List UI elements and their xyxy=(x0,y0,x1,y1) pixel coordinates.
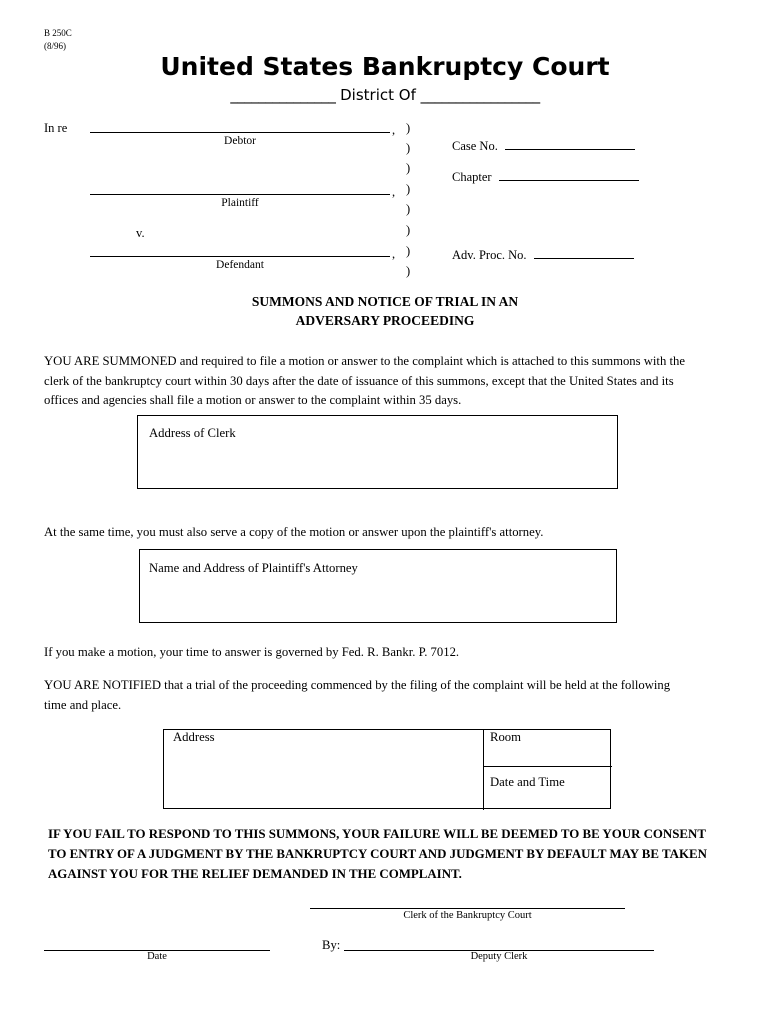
clerk-signature-line[interactable] xyxy=(310,908,625,909)
form-code xyxy=(44,27,72,53)
case-number-label: Case No. xyxy=(452,139,498,153)
caption-paren: ) xyxy=(406,161,411,175)
caption-paren: ) xyxy=(406,182,411,196)
table-vertical-divider xyxy=(483,730,484,810)
motion-rule-paragraph: If you make a motion, your time to answer is governed by Fed. R. Bankr. P. 7012. xyxy=(44,645,460,659)
debtor-comma: , xyxy=(392,123,396,137)
adv-proc-input[interactable] xyxy=(534,247,634,259)
defendant-label: Defendant xyxy=(216,259,264,271)
adv-proc-label: Adv. Proc. No. xyxy=(452,248,527,262)
deputy-clerk-caption: Deputy Clerk xyxy=(470,951,528,962)
same-time-paragraph: At the same time, you must also serve a copy of the motion or answer upon the plaintiff's attorney. xyxy=(44,525,544,539)
case-number-field[interactable] xyxy=(452,138,635,154)
debtor-name-line[interactable] xyxy=(90,132,390,133)
district-line xyxy=(0,86,770,104)
trial-location-table xyxy=(163,729,611,809)
attorney-address-label: Name and Address of Plaintiff's Attorney xyxy=(149,561,358,575)
caption-paren: ) xyxy=(406,141,411,155)
district-label: District Of xyxy=(340,86,416,104)
trial-datetime-label: Date and Time xyxy=(490,775,565,789)
clerk-signature-caption: Clerk of the Bankruptcy Court xyxy=(403,910,532,921)
defendant-name-line[interactable] xyxy=(90,256,390,257)
district-suffix-rule: _________________ xyxy=(420,86,540,104)
document-heading xyxy=(0,292,770,330)
in-re-label: In re xyxy=(44,121,68,135)
adv-proc-field[interactable] xyxy=(452,247,634,263)
form-revision: (8/96) xyxy=(44,41,66,51)
trial-room-label: Room xyxy=(490,730,522,744)
case-caption xyxy=(44,118,724,278)
failure-warning: IF YOU FAIL TO RESPOND TO THIS SUMMONS, YOUR FAILURE WILL BE DEEMED TO BE YOUR CONSENT TO ENTRY OF A JUDGMENT BY THE BANKRUPTCY COURT AND JUDGMENT BY DEFAULT MAY BE TAKEN AGAINST YOU FOR THE RELIEF DEMANDED IN THE COMPLAINT. xyxy=(48,827,707,881)
caption-paren: ) xyxy=(406,223,411,237)
chapter-label: Chapter xyxy=(452,170,492,184)
chapter-input[interactable] xyxy=(499,169,639,181)
chapter-field[interactable] xyxy=(452,169,639,185)
plaintiff-comma: , xyxy=(392,185,396,199)
clerk-address-label: Address of Clerk xyxy=(149,426,236,440)
caption-paren: ) xyxy=(406,121,411,135)
by-label: By: xyxy=(322,938,341,952)
date-caption: Date xyxy=(147,951,167,962)
case-number-input[interactable] xyxy=(505,138,635,150)
plaintiff-label: Plaintiff xyxy=(221,197,259,209)
defendant-comma: , xyxy=(392,247,396,261)
caption-paren: ) xyxy=(406,202,411,216)
plaintiff-name-line[interactable] xyxy=(90,194,390,195)
summoned-paragraph: YOU ARE SUMMONED and required to file a motion or answer to the complaint which is attached to this summons with the clerk of the bankruptcy court within 30 days after the date of issuance of this summons, except that the United States and its offices and agencies shall file a motion or answer to the complaint within 35 days. xyxy=(44,354,685,407)
caption-paren: ) xyxy=(406,264,411,278)
heading-line-2: ADVERSARY PROCEEDING xyxy=(295,313,475,328)
form-number: B 250C xyxy=(44,28,72,38)
trial-address-label: Address xyxy=(173,730,215,744)
table-horizontal-divider xyxy=(483,766,612,767)
caption-paren: ) xyxy=(406,244,411,258)
page-title: United States Bankruptcy Court xyxy=(160,52,610,81)
versus-label: v. xyxy=(136,226,145,240)
district-prefix-rule: _______________ xyxy=(230,86,336,104)
heading-line-1: SUMMONS AND NOTICE OF TRIAL IN AN xyxy=(251,294,519,309)
notified-paragraph: YOU ARE NOTIFIED that a trial of the proceeding commenced by the filing of the complaint will be held at the following time and place. xyxy=(44,678,671,712)
debtor-label: Debtor xyxy=(224,135,256,147)
